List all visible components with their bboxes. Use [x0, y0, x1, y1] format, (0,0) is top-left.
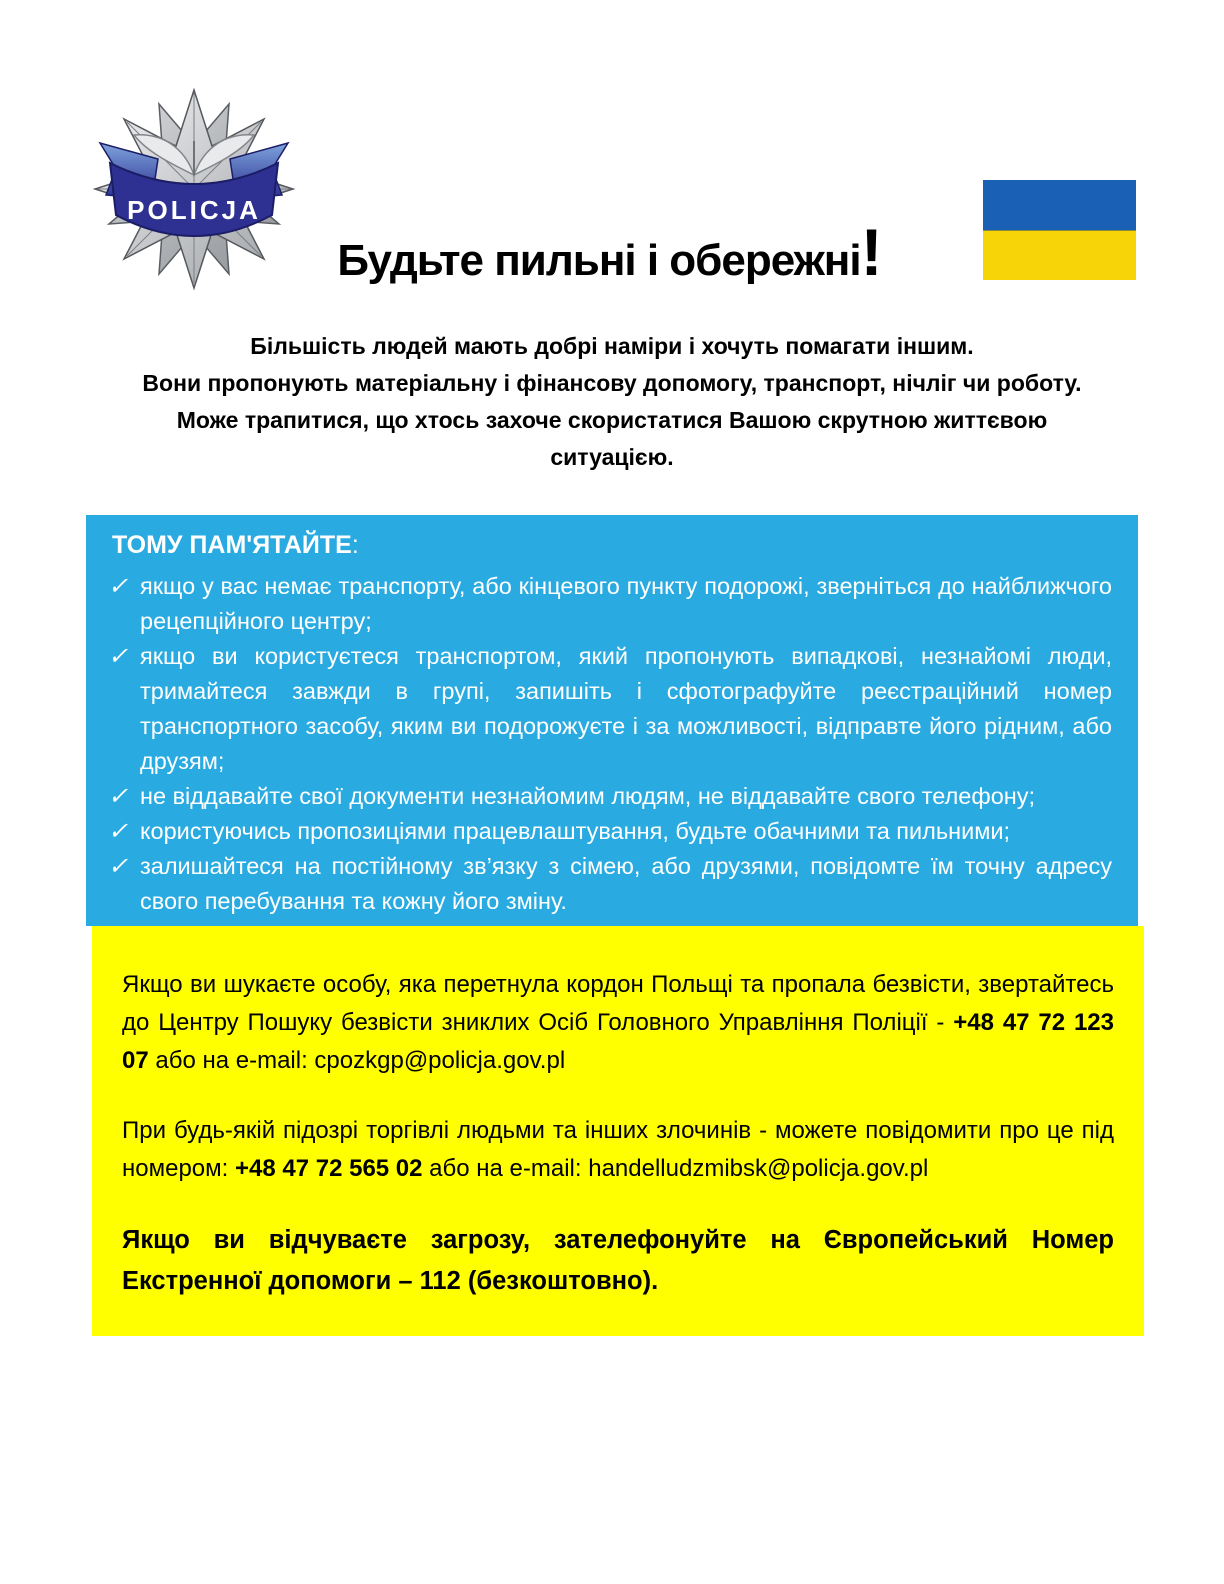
missing-person-phone: +48 47 72 123 07 — [122, 1009, 1114, 1074]
list-item — [108, 849, 1116, 919]
page-title — [260, 214, 960, 290]
missing-person-paragraph — [122, 966, 1114, 1080]
list-item-text: користуючись пропозиціями працевлаштування, будьте обачними та пильними; — [140, 818, 1011, 844]
intro-line: Може трапитися, що хтось захоче скористатися Вашою скрутною життєвою — [176, 407, 1048, 433]
flag-blue-stripe — [983, 180, 1136, 230]
trafficking-text: При будь-якій підозрі торгівлі людьми та інших злочинів - можете повідомити про це під номером: — [122, 1117, 1114, 1182]
page-title-text: Будьте пильні і обережні — [337, 236, 861, 285]
checkmark-icon: ✓ — [108, 853, 129, 880]
remember-heading-text: ТОМУ ПАМ'ЯТАЙТЕ — [112, 531, 352, 559]
policja-label: POLICJA — [127, 195, 261, 225]
checkmark-icon: ✓ — [108, 783, 129, 810]
list-item-text: якщо у вас немає транспорту, або кінцевого пункту подорожі, зверніться до найближчого рецепційного центру; — [140, 573, 1112, 634]
intro-paragraph — [92, 328, 1132, 476]
remember-box — [86, 515, 1138, 926]
list-item — [108, 814, 1116, 849]
intro-line: ситуацією. — [550, 444, 674, 470]
intro-line: Більшість людей мають добрі наміри і хочуть помагати іншим. — [250, 333, 974, 359]
flag-yellow-stripe — [983, 230, 1136, 281]
remember-heading-colon: : — [351, 531, 359, 559]
contact-box — [92, 926, 1144, 1336]
missing-person-email: або на e-mail: cpozkgp@policja.gov.pl — [148, 1047, 566, 1074]
trafficking-email: або на e-mail: handelludzmibsk@policja.gov.pl — [422, 1155, 929, 1182]
list-item — [108, 779, 1116, 814]
emergency-paragraph: Якщо ви відчуваєте загрозу, зателефонуйте на Європейський Номер Екстренної допомоги – 112 (безкоштовно). — [122, 1226, 1114, 1295]
trafficking-phone: +48 47 72 565 02 — [234, 1155, 423, 1182]
checkmark-icon: ✓ — [108, 643, 129, 670]
missing-person-text: Якщо ви шукаєте особу, яка перетнула кордон Польщі та пропала безвісти, звертайтесь до Центру Пошуку безвісти зниклих Осіб Головного Управління Поліції - — [122, 971, 1114, 1036]
list-item — [108, 569, 1116, 639]
intro-line: Вони пропонують матеріальну і фінансову допомогу, транспорт, нічліг чи роботу. — [142, 370, 1082, 396]
list-item-text: якщо ви користуєтеся транспортом, який пропонують випадкові, незнайомі люди, тримайтеся завжди в групі, запишіть і сфотографуйте реєстраційний номер транспортного засобу, яким ви подорожуєте і за можливості, відправте його рідним, або друзям; — [140, 643, 1112, 774]
list-item-text: не віддавайте свої документи незнайомим людям, не віддавайте свого телефону; — [140, 783, 1036, 809]
list-item — [108, 639, 1116, 779]
checkmark-icon: ✓ — [108, 573, 129, 600]
list-item-text: залишайтеся на постійному зв’язку з сімею, або друзями, повідомте їм точну адресу свого перебування та кожну його зміну. — [140, 853, 1112, 914]
checkmark-icon: ✓ — [108, 818, 129, 845]
page-title-exclamation: ! — [860, 215, 883, 289]
trafficking-paragraph — [122, 1112, 1114, 1188]
ukraine-flag-icon — [983, 180, 1136, 280]
remember-heading — [112, 529, 1116, 561]
